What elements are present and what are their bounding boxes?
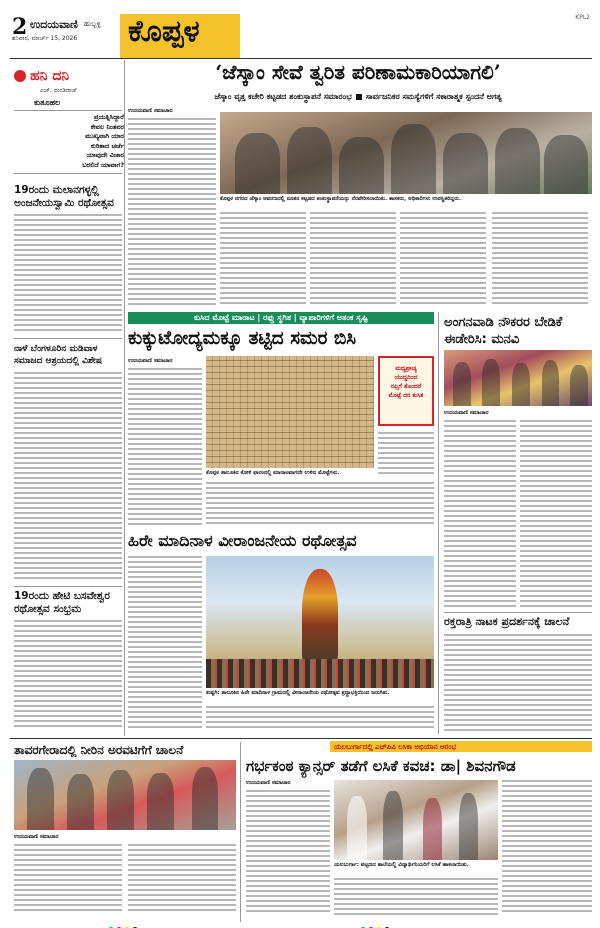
person-figure [482,359,500,406]
lead-subhead-2: ಸಾರ್ವಜನಿಕರ ಸಮಸ್ಯೆಗಳಿಗೆ ಸಕಾರಾತ್ಮಕ ಸ್ಪಂದನೆ ಅಗತ್ಯ [365,92,502,101]
story-body [14,372,122,586]
honey-drop-icon [14,70,26,82]
divider [14,338,122,339]
photo-caption: ಕೊಪ್ಪಳ ನಗರದ ಜೆಸ್ಕಾಂ ಆವರಣದಲ್ಲಿ ನೂತನ ಕಟ್ಟಡದ ಶಂಕುಸ್ಥಾಪನೆಯನ್ನು ನೆರವೇರಿಸಲಾಯಿತು. ಶಾಸಕರು, ಅಧಿಕಾರಿಗಳು ಉಪಸ್ಥಿತರಿದ್ದರು. [220,196,461,202]
poem-line: ಮುಖ್ಯವಾಗಿ ಯಾರ [85,132,124,140]
story-body [400,212,486,308]
person-figure [339,137,384,194]
person-figure [27,768,54,830]
story-body [206,706,434,734]
kicker-strip: ಕುಸಿದ ಮೊಟ್ಟೆ ಮಾರಾಟ | ರಫ್ತು ಸ್ಥಗಿತ | ವ್ಯಾಪಾರಿಗಳಿಗೆ ಆತಂಕ ಸೃಷ್ಟಿ [128,312,434,324]
story-body [444,420,516,610]
date-line: ಶನಿವಾರ, ಮಾರ್ಚ್ 15, 2026 [12,35,78,42]
divider [14,586,122,587]
crowd [206,659,434,688]
person-figure [347,796,367,860]
lead-headline: ‘ಜೆಸ್ಕಾಂ ಸೇವೆ ತ್ವರಿತ ಪರಿಣಾಮಕಾರಿಯಾಗಲಿ’ [215,60,501,84]
person-figure [235,133,280,195]
dateline: ಉದಯವಾಣಿ ಸಮಾಚಾರ [128,358,173,364]
story-headline: 19ರಂದು ಹೇಟಿ ಬಸವೇಶ್ವರ ರಥೋತ್ಸವ ಸಂಭ್ರಮ [14,590,110,615]
photo-caption: ಯಲಬುರ್ಗಾ: ಪಟ್ಟಣದ ಶಾಲೆಯಲ್ಲಿ ವಿದ್ಯಾರ್ಥಿನಿಯರಿಗೆ ಲಸಿಕೆ ಹಾಕಲಾಯಿತು. [334,862,469,868]
poem-body [34,113,124,170]
story-headline: ನಾಳೆ ಬೆಂಗಳೂರಿನ ಮಡಿವಾಳ ಸಮಾಜದ ಆಶ್ರಯದಲ್ಲಿ ವಿಶೇಷ [14,344,102,366]
poem-line: ಕೇವಲ ನಿಂತವರ [90,122,124,131]
highlight-box [378,356,434,426]
dateline: ಉದಯವಾಣಿ ಸಮಾಚಾರ [246,780,291,786]
dateline: ಉದಯವಾಣಿ ಸಮಾಚಾರ [14,834,59,840]
person-figure [453,362,471,406]
photo-caption: ಕೊಪ್ಪಳ ತಾಲೂಕಿನ ಕೋಳಿ ಫಾರಂನಲ್ಲಿ ಮಾರಾಟವಾಗದೇ ಉಳಿದ ಮೊಟ್ಟೆಗಳು. [206,470,340,476]
poem-line: ಬರಲಿದೆ ಯಾವಾಗ? [82,160,124,169]
poem-line: ಯಾವುದೇ ವಿಚಾರ [86,151,124,159]
person-figure [147,773,174,830]
person-figure [391,124,436,194]
section-title: ಕೊಪ್ಪಳ [128,14,200,49]
highlight-line: ರಫ್ತಿಗೆ ತೊಂದರೆ [390,383,422,390]
section-rule [10,738,592,739]
person-figure [107,770,134,830]
story-body [14,620,122,732]
lead-subhead [128,92,588,102]
column-divider [124,60,125,736]
story-body [310,212,396,308]
highlight-line: ಮಧ್ಯಪ್ರಾಚ್ಯ [395,365,417,372]
dateline: ಉದಯವಾಣಿ ಸಮಾಚಾರ [128,108,173,114]
registration-marks [360,918,390,928]
lead-photo [220,112,592,194]
vaccine-photo [334,780,498,860]
person-figure [459,793,479,860]
newspaper-name: ಉದಯವಾಣಿ [30,18,78,31]
story-body [492,212,588,308]
honey-dani-logo: ಹನಿ ದನಿ [14,68,69,84]
chariot-tower [302,569,338,661]
egg-headline: ಕುಕ್ಕುಟೋದ್ಯಮಕ್ಕೂ ತಟ್ಟಿದ ಸಮರ ಬಿಸಿ [128,328,357,349]
kicker-text: ಯಲಬುರ್ಗಾದಲ್ಲಿ ಎಚ್‌ಪಿವಿ ಲಸಿಕಾ ಅಭಿಯಾನ ಆರಂಭ [334,743,457,751]
story-body [128,368,202,528]
dateline: ಉದಯವಾಣಿ ಸಮಾಚಾರ [444,410,489,416]
lead-subhead-1: ಜೆಸ್ಕಾಂ ವೃತ್ತ ಕಚೇರಿ ಕಟ್ಟಡದ ಶಂಕುಸ್ಥಾಪನೆ ಸಮಾರಂಭ [214,92,352,101]
column-author: ಎಚ್. ದುಂಡಿರಾಜ್ [40,87,78,94]
person-figure [423,798,443,860]
column-divider [438,312,439,734]
rathotsava-headline: ಹಿರೇ ಮಾದಿನಾಳ ವೀರಾಂಜನೇಯ ರಥೋತ್ಸವ [128,531,357,550]
story-body [128,118,216,308]
story-body [520,420,592,610]
registration-marks [108,918,138,928]
bottom-left-headline: ತಾವರಗೇರಾದಲ್ಲಿ ನೀರಿನ ಅರವಟಿಗೆಗೆ ಚಾಲನೆ [14,743,184,757]
drama-headline: ರಕ್ತರಾತ್ರಿ ನಾಟಕ ಪ್ರದರ್ಶನಕ್ಕೆ ಚಾಲನೆ [444,615,570,628]
story-body [14,844,122,918]
person-figure [512,363,530,406]
story-body [378,432,434,480]
story-body [334,878,498,918]
bottom-left-photo [14,760,236,830]
person-figure [443,133,488,194]
story-body [14,214,122,334]
poem-title: ಕುತೂಹಲ [34,98,61,107]
page-number: 2 [12,14,28,40]
story-body [128,844,236,918]
anganwadi-photo [444,350,592,406]
story-headline: 19ರಂದು ಮಲಾನಗಳ್ಳಲ್ಲಿ ಅಂಜನೇಯಸ್ವಾಮಿ ರಥೋತ್ಸವ [14,184,114,209]
bottom-right-headline: ಗರ್ಭಕಂಠ ಕ್ಯಾನ್ಸರ್ ತಡೆಗೆ ಲಸಿಕೆ ಕವಚ: ಡಾ| ಶಿವನಗೌಡ [246,757,516,775]
anganwadi-headline: ಅಂಗನವಾಡಿ ನೌಕರರ ಬೇಡಿಕೆ ಈಡೇರಿಸಿ: ಮನವಿ [444,315,563,347]
story-body [246,790,330,918]
highlight-line: ಮೊಟ್ಟೆ ದರ ಕುಸಿತ [388,392,424,399]
person-figure [192,767,219,830]
photo-caption: ಕುಷ್ಟಗಿ: ತಾಲೂಕಿನ ಹಿರೇ ಮಾದಿನಾಳ ಗ್ರಾಮದಲ್ಲಿ ವೀರಾಂಜನೇಯ ರಥೋತ್ಸವ ಶ್ರದ್ಧಾಭಕ್ತಿಯಿಂದ ಜರುಗಿತು. [206,690,390,696]
person-figure [544,135,589,194]
story-body [444,634,592,734]
chariot-photo [206,556,434,688]
story-body [206,482,434,528]
person-figure [287,127,332,194]
bullet-square-icon [356,94,362,100]
story-body [220,212,306,308]
person-figure [495,128,540,194]
poem-line: ಪ್ರಯತ್ನಿಸಿದ್ದಾರೆ [94,113,124,121]
page-code: KPL2 [575,14,590,21]
person-figure [383,791,403,860]
story-body [502,780,592,918]
person-figure [542,360,560,406]
divider [444,612,592,613]
egg-trays [206,356,374,468]
person-figure [570,365,588,406]
person-figure [67,774,94,830]
header-rule [10,58,592,59]
story-body [128,556,202,732]
column-divider [240,742,241,922]
poem-line: ಕುರಿತಾದ ಚರ್ಚೆ [90,141,124,150]
highlight-line: ಯುದ್ಧದಿಂದ [394,374,418,381]
edition-city: ಹುಬ್ಬಳ್ಳಿ [84,20,101,28]
eggs-photo [206,356,374,468]
